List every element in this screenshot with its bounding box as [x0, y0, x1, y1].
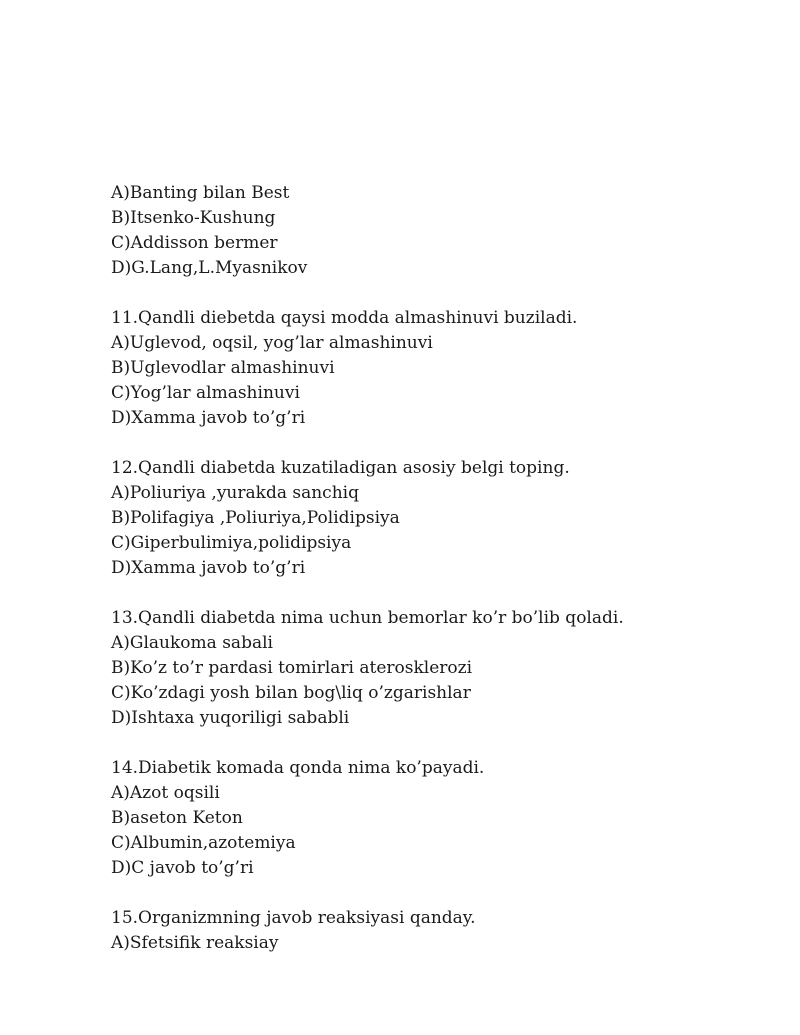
- option-b: B)Polifagiya ,Poliuriya,Polidipsiya: [111, 508, 400, 528]
- option-b: B)Ko’z to’r pardasi tomirlari aterosklerozi: [111, 658, 473, 678]
- option-d: D)C javob to’g’ri: [111, 858, 254, 878]
- question-block-11: [111, 306, 751, 431]
- option-a: A)Poliuriya ,yurakda sanchiq: [111, 483, 359, 503]
- question-text: 14.Diabetik komada qonda nima ko’payadi.: [111, 758, 485, 778]
- option-d: D)Ishtaxa yuqoriligi sababli: [111, 708, 350, 728]
- option-a: A)Glaukoma sabali: [111, 633, 273, 653]
- option-a: A)Banting bilan Best: [111, 183, 290, 203]
- question-text: 13.Qandli diabetda nima uchun bemorlar ko’r bo’lib qoladi.: [111, 608, 624, 628]
- option-b: B)aseton Keton: [111, 808, 243, 828]
- question-text: 11.Qandli diebetda qaysi modda almashinuvi buziladi.: [111, 308, 578, 328]
- option-a: A)Sfetsifik reaksiay: [111, 933, 279, 953]
- option-a: A)Azot oqsili: [111, 783, 220, 803]
- question-block-13: [111, 606, 751, 731]
- option-c: C)Yog’lar almashinuvi: [111, 383, 300, 403]
- option-c: C)Albumin,azotemiya: [111, 833, 296, 853]
- question-text: 15.Organizmning javob reaksiyasi qanday.: [111, 908, 476, 928]
- question-block-12: [111, 456, 751, 581]
- option-c: C)Ko’zdagi yosh bilan bog\liq o’zgarishlar: [111, 683, 471, 703]
- option-c: C)Giperbulimiya,polidipsiya: [111, 533, 352, 553]
- option-a: A)Uglevod, oqsil, yog’lar almashinuvi: [111, 333, 433, 353]
- quiz-content: [111, 181, 751, 981]
- option-d: D)G.Lang,L.Myasnikov: [111, 258, 308, 278]
- option-d: D)Xamma javob to’g’ri: [111, 408, 306, 428]
- question-block-14: [111, 756, 751, 881]
- question-block-15: [111, 906, 751, 956]
- question-text: 12.Qandli diabetda kuzatiladigan asosiy belgi toping.: [111, 458, 570, 478]
- question-block-10: [111, 181, 751, 281]
- option-b: B)Uglevodlar almashinuvi: [111, 358, 335, 378]
- option-c: C)Addisson bermer: [111, 233, 278, 253]
- option-d: D)Xamma javob to’g’ri: [111, 558, 306, 578]
- option-b: B)Itsenko-Kushung: [111, 208, 276, 228]
